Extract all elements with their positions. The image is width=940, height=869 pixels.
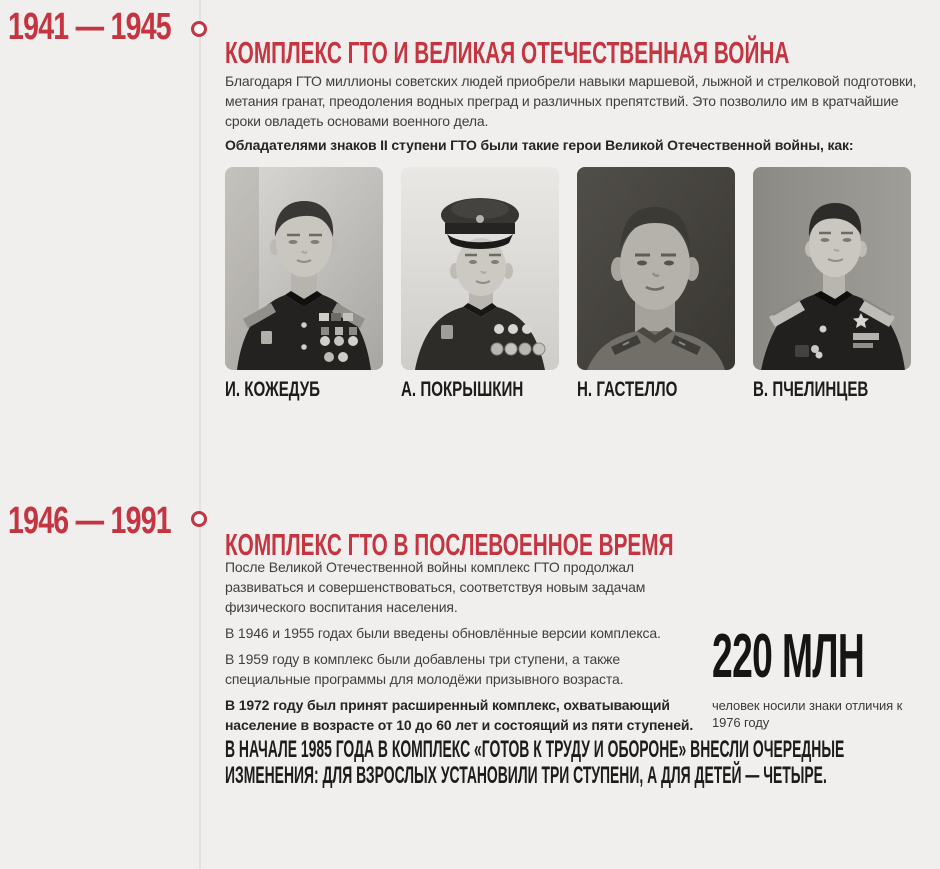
portrait-kozhedub-photo [225,167,383,370]
stat-value: 220 МЛН [712,622,865,691]
hero-name-cell [577,379,735,401]
postwar-text-column [225,557,707,741]
section-title-postwar-period: КОМПЛЕКС ГТО В ПОСЛЕВОЕННОЕ ВРЕМЯ [225,526,674,562]
postwar-paragraph-3: В 1959 году в комплекс были добавлены три ступени, а также специальные программы для молодёжи призывного возраста. [225,651,624,687]
hero-name-cell [401,379,559,401]
stat-caption: человек носили знаки отличия к 1976 году [712,698,903,730]
portrait-gastello-illustration [577,167,735,370]
stat-block-220-mln [712,622,924,731]
portrait-pchelintsev-photo [753,167,911,370]
portrait-pokryshkin-photo [401,167,559,370]
footnote-line-2: ИЗМЕНЕНИЯ: ДЛЯ ВЗРОСЛЫХ УСТАНОВИЛИ ТРИ СТУПЕНИ, А ДЛЯ ДЕТЕЙ — ЧЕТЫРЕ. [225,762,827,789]
postwar-paragraph-2: В 1946 и 1955 годах были введены обновлённые версии комплекса. [225,625,661,641]
timeline-node-circle-2 [191,511,207,527]
timeline-vertical-line [199,0,201,869]
timeline-years-1946-1991: 1946 — 1991 [8,500,171,542]
hero-name-pchelintsev: В. ПЧЕЛИНЦЕВ [753,378,869,401]
heroes-lead-text: Обладателями знаков II ступени ГТО были такие герои Великой Отечественной войны, как: [225,137,854,153]
portrait-pokryshkin-illustration [401,167,559,370]
hero-name-pokryshkin: А. ПОКРЫШКИН [401,378,524,401]
footnote-line-1: В НАЧАЛЕ 1985 ГОДА В КОМПЛЕКС «ГОТОВ К ТРУДУ И ОБОРОНЕ» ВНЕСЛИ ОЧЕРЕДНЫЕ [225,736,845,763]
hero-name-cell [225,379,383,401]
hero-name-gastello: Н. ГАСТЕЛЛО [577,378,678,401]
hero-name-cell [753,379,911,401]
war-period-intro-paragraph: Благодаря ГТО миллионы советских людей приобрели навыки маршевой, лыжной и стрелковой подготовки, метания гранат, преодоления водных преград и различных препятствий. Это позволило им в кратчайшие сроки овладеть основами военного дела. [225,73,917,129]
footnote-1985-statement [225,737,940,789]
heroes-photo-row [225,167,911,370]
portrait-kozhedub-illustration [225,167,383,370]
timeline-years-1941-1945: 1941 — 1945 [8,6,171,48]
portrait-gastello-photo [577,167,735,370]
hero-name-kozhedub: И. КОЖЕДУБ [225,378,321,401]
portrait-pchelintsev-illustration [753,167,911,370]
timeline-node-circle-1 [191,21,207,37]
heroes-name-row [225,379,911,401]
postwar-paragraph-1972-bold: В 1972 году был принят расширенный комплекс, охватывающий население в возрасте от 10 до 60 лет и состоящий из пяти ступеней. [225,697,694,733]
postwar-paragraph-1: После Великой Отечественной войны комплекс ГТО продолжал развиваться и совершенствоваться, соответствуя новым задачам физического воспитания населения. [225,559,646,615]
section-title-war-period: КОМПЛЕКС ГТО И ВЕЛИКАЯ ОТЕЧЕСТВЕННАЯ ВОЙНА [225,34,790,70]
